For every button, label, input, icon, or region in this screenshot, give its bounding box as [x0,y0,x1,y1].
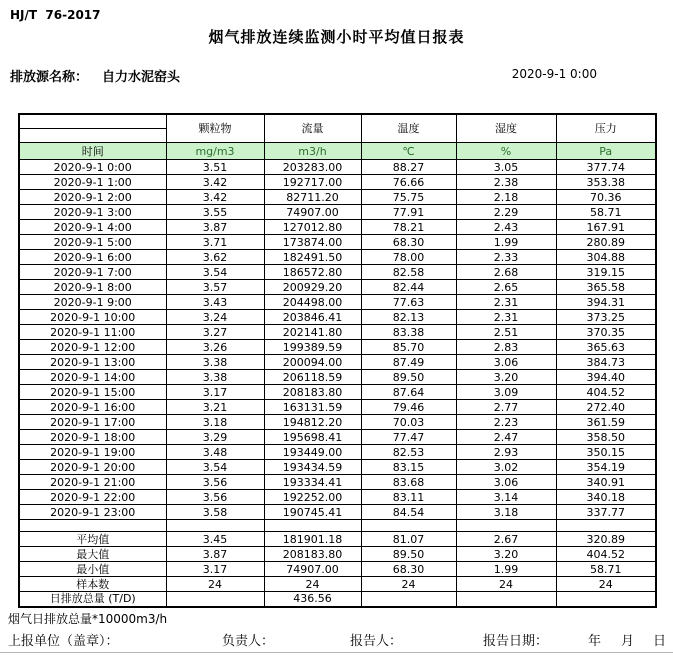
summary-value: 24 [166,577,264,592]
value-cell: 82.58 [361,265,456,280]
unit-particulate: mg/m3 [166,143,264,160]
value-cell: 192252.00 [264,490,361,505]
value-cell: 85.70 [361,340,456,355]
summary-value: 2.67 [456,532,556,547]
value-cell: 3.24 [166,310,264,325]
value-cell: 2.47 [456,430,556,445]
time-cell: 2020-9-1 19:00 [19,445,166,460]
value-cell: 2.33 [456,250,556,265]
value-cell: 3.20 [456,370,556,385]
time-cell: 2020-9-1 10:00 [19,310,166,325]
blank-row [19,520,656,532]
summary-value: 58.71 [556,562,656,577]
header-corner-top [19,114,166,129]
value-cell: 3.48 [166,445,264,460]
summary-row [19,532,656,547]
time-cell: 2020-9-1 3:00 [19,205,166,220]
time-cell: 2020-9-1 1:00 [19,175,166,190]
time-cell: 2020-9-1 16:00 [19,400,166,415]
value-cell: 186572.80 [264,265,361,280]
summary-value [556,592,656,607]
value-cell: 194812.20 [264,415,361,430]
value-cell: 83.38 [361,325,456,340]
value-cell: 193434.59 [264,460,361,475]
value-cell: 337.77 [556,505,656,520]
value-cell: 272.40 [556,400,656,415]
value-cell: 304.88 [556,250,656,265]
table-row [19,415,656,430]
report-timestamp: 2020-9-1 0:00 [511,67,597,81]
summary-row [19,547,656,562]
time-column-header: 时间 [19,143,166,160]
value-cell: 200929.20 [264,280,361,295]
summary-label: 最小值 [19,562,166,577]
report-table [18,113,657,608]
time-cell: 2020-9-1 18:00 [19,430,166,445]
summary-label: 日排放总量 (T/D) [19,592,166,607]
table-row [19,400,656,415]
time-cell: 2020-9-1 6:00 [19,250,166,265]
value-cell: 2.93 [456,445,556,460]
value-cell: 365.58 [556,280,656,295]
summary-value: 208183.80 [264,547,361,562]
value-cell: 190745.41 [264,505,361,520]
value-cell: 82.13 [361,310,456,325]
summary-value: 24 [556,577,656,592]
summary-label: 样本数 [19,577,166,592]
value-cell: 77.63 [361,295,456,310]
value-cell: 83.11 [361,490,456,505]
value-cell: 2.77 [456,400,556,415]
table-row [19,190,656,205]
summary-value: 3.45 [166,532,264,547]
summary-row [19,562,656,577]
value-cell: 74907.00 [264,205,361,220]
value-cell: 84.54 [361,505,456,520]
time-cell: 2020-9-1 11:00 [19,325,166,340]
blank-cell [166,520,264,532]
month-label: 月 [621,634,635,649]
summary-value: 3.20 [456,547,556,562]
value-cell: 3.21 [166,400,264,415]
blank-cell [19,520,166,532]
value-cell: 70.36 [556,190,656,205]
value-cell: 350.15 [556,445,656,460]
value-cell: 89.50 [361,370,456,385]
manager-label: 负责人： [222,634,275,649]
table-row [19,295,656,310]
value-cell: 127012.80 [264,220,361,235]
summary-value: 68.30 [361,562,456,577]
time-cell: 2020-9-1 14:00 [19,370,166,385]
value-cell: 78.00 [361,250,456,265]
value-cell: 2.38 [456,175,556,190]
bottom-divider [0,652,673,653]
table-row [19,475,656,490]
header-row-params [19,114,656,129]
col-header-pressure: 压力 [556,114,656,143]
summary-label: 平均值 [19,532,166,547]
value-cell: 3.54 [166,265,264,280]
value-cell: 193334.41 [264,475,361,490]
summary-value: 24 [264,577,361,592]
table-row [19,205,656,220]
value-cell: 87.49 [361,355,456,370]
value-cell: 2.65 [456,280,556,295]
value-cell: 340.91 [556,475,656,490]
value-cell: 2.23 [456,415,556,430]
unit-flow: m3/h [264,143,361,160]
value-cell: 70.03 [361,415,456,430]
value-cell: 3.17 [166,385,264,400]
time-cell: 2020-9-1 23:00 [19,505,166,520]
value-cell: 203846.41 [264,310,361,325]
value-cell: 203283.00 [264,160,361,175]
table-row [19,175,656,190]
table-row [19,460,656,475]
table-row [19,355,656,370]
blank-cell [264,520,361,532]
value-cell: 182491.50 [264,250,361,265]
time-cell: 2020-9-1 8:00 [19,280,166,295]
data-rows [19,160,656,520]
blank-cell [456,520,556,532]
summary-value: 89.50 [361,547,456,562]
value-cell: 193449.00 [264,445,361,460]
value-cell: 79.46 [361,400,456,415]
standard-code: HJ/T 76-2017 [10,8,101,22]
value-cell: 88.27 [361,160,456,175]
time-cell: 2020-9-1 4:00 [19,220,166,235]
value-cell: 384.73 [556,355,656,370]
table-row [19,325,656,340]
emission-source-row [10,66,180,85]
time-cell: 2020-9-1 13:00 [19,355,166,370]
summary-value: 320.89 [556,532,656,547]
signature-row [0,630,673,649]
value-cell: 3.09 [456,385,556,400]
value-cell: 2.83 [456,340,556,355]
time-cell: 2020-9-1 9:00 [19,295,166,310]
value-cell: 68.30 [361,235,456,250]
emission-source-label: 排放源名称： [10,70,89,85]
value-cell: 280.89 [556,235,656,250]
value-cell: 2.31 [456,310,556,325]
report-date-label: 报告日期： [483,634,549,649]
value-cell: 2.51 [456,325,556,340]
value-cell: 199389.59 [264,340,361,355]
time-cell: 2020-9-1 12:00 [19,340,166,355]
value-cell: 3.56 [166,490,264,505]
reporting-unit-label: 上报单位（盖章）： [8,634,119,649]
summary-value: 81.07 [361,532,456,547]
table-row [19,505,656,520]
flow-total-note: 烟气日排放总量*10000m3/h [8,612,168,626]
table-row [19,340,656,355]
value-cell: 208183.80 [264,385,361,400]
summary-value: 181901.18 [264,532,361,547]
summary-row [19,592,656,607]
value-cell: 361.59 [556,415,656,430]
header-corner-bottom [19,129,166,143]
value-cell: 340.18 [556,490,656,505]
table-row [19,490,656,505]
value-cell: 77.91 [361,205,456,220]
value-cell: 75.75 [361,190,456,205]
value-cell: 206118.59 [264,370,361,385]
value-cell: 3.27 [166,325,264,340]
value-cell: 394.31 [556,295,656,310]
summary-rows [19,520,656,607]
day-label: 日 [653,634,667,649]
table-row [19,445,656,460]
value-cell: 354.19 [556,460,656,475]
time-cell: 2020-9-1 17:00 [19,415,166,430]
time-cell: 2020-9-1 21:00 [19,475,166,490]
page-title: 烟气排放连续监测小时平均值日报表 [208,28,465,46]
value-cell: 3.42 [166,190,264,205]
value-cell: 3.62 [166,250,264,265]
unit-humidity: % [456,143,556,160]
value-cell: 3.43 [166,295,264,310]
summary-value: 74907.00 [264,562,361,577]
value-cell: 2.68 [456,265,556,280]
value-cell: 3.05 [456,160,556,175]
time-cell: 2020-9-1 22:00 [19,490,166,505]
time-cell: 2020-9-1 2:00 [19,190,166,205]
value-cell: 173874.00 [264,235,361,250]
value-cell: 76.66 [361,175,456,190]
value-cell: 353.38 [556,175,656,190]
value-cell: 2.43 [456,220,556,235]
time-cell: 2020-9-1 5:00 [19,235,166,250]
col-header-humidity: 湿度 [456,114,556,143]
summary-value [361,592,456,607]
value-cell: 163131.59 [264,400,361,415]
unit-temperature: ℃ [361,143,456,160]
value-cell: 200094.00 [264,355,361,370]
header-row-units [19,143,656,160]
summary-value: 1.99 [456,562,556,577]
table-row [19,235,656,250]
unit-pressure: Pa [556,143,656,160]
summary-value: 3.87 [166,547,264,562]
value-cell: 192717.00 [264,175,361,190]
value-cell: 3.38 [166,355,264,370]
summary-value [166,592,264,607]
value-cell: 358.50 [556,430,656,445]
value-cell: 3.18 [456,505,556,520]
value-cell: 3.06 [456,355,556,370]
value-cell: 373.25 [556,310,656,325]
col-header-flow: 流量 [264,114,361,143]
value-cell: 3.38 [166,370,264,385]
value-cell: 377.74 [556,160,656,175]
value-cell: 82.53 [361,445,456,460]
value-cell: 319.15 [556,265,656,280]
summary-value: 3.17 [166,562,264,577]
table-row [19,280,656,295]
table-row [19,160,656,175]
value-cell: 3.42 [166,175,264,190]
time-cell: 2020-9-1 0:00 [19,160,166,175]
value-cell: 3.29 [166,430,264,445]
value-cell: 3.58 [166,505,264,520]
value-cell: 77.47 [361,430,456,445]
blank-cell [361,520,456,532]
value-cell: 2.31 [456,295,556,310]
summary-value [456,592,556,607]
time-cell: 2020-9-1 20:00 [19,460,166,475]
summary-value: 24 [361,577,456,592]
value-cell: 195698.41 [264,430,361,445]
time-cell: 2020-9-1 15:00 [19,385,166,400]
value-cell: 3.51 [166,160,264,175]
value-cell: 204498.00 [264,295,361,310]
table-row [19,430,656,445]
table-row [19,265,656,280]
year-label: 年 [588,634,602,649]
value-cell: 3.02 [456,460,556,475]
reporter-label: 报告人： [350,634,403,649]
value-cell: 365.63 [556,340,656,355]
value-cell: 58.71 [556,205,656,220]
value-cell: 87.64 [361,385,456,400]
value-cell: 3.56 [166,475,264,490]
summary-row [19,577,656,592]
value-cell: 3.87 [166,220,264,235]
value-cell: 83.68 [361,475,456,490]
value-cell: 1.99 [456,235,556,250]
value-cell: 3.71 [166,235,264,250]
value-cell: 3.55 [166,205,264,220]
value-cell: 2.29 [456,205,556,220]
value-cell: 394.40 [556,370,656,385]
table-row [19,220,656,235]
summary-value: 404.52 [556,547,656,562]
value-cell: 3.14 [456,490,556,505]
value-cell: 3.06 [456,475,556,490]
time-cell: 2020-9-1 7:00 [19,265,166,280]
summary-label: 最大值 [19,547,166,562]
value-cell: 2.18 [456,190,556,205]
value-cell: 3.18 [166,415,264,430]
summary-value: 436.56 [264,592,361,607]
col-header-particulate: 颗粒物 [166,114,264,143]
table-row [19,385,656,400]
table-row [19,250,656,265]
value-cell: 3.57 [166,280,264,295]
value-cell: 83.15 [361,460,456,475]
value-cell: 82.44 [361,280,456,295]
value-cell: 82711.20 [264,190,361,205]
table-row [19,310,656,325]
value-cell: 202141.80 [264,325,361,340]
value-cell: 167.91 [556,220,656,235]
table-row [19,370,656,385]
value-cell: 404.52 [556,385,656,400]
value-cell: 78.21 [361,220,456,235]
emission-source-name: 自力水泥窑头 [102,70,181,85]
value-cell: 370.35 [556,325,656,340]
value-cell: 3.26 [166,340,264,355]
value-cell: 3.54 [166,460,264,475]
blank-cell [556,520,656,532]
summary-value: 24 [456,577,556,592]
col-header-temperature: 温度 [361,114,456,143]
